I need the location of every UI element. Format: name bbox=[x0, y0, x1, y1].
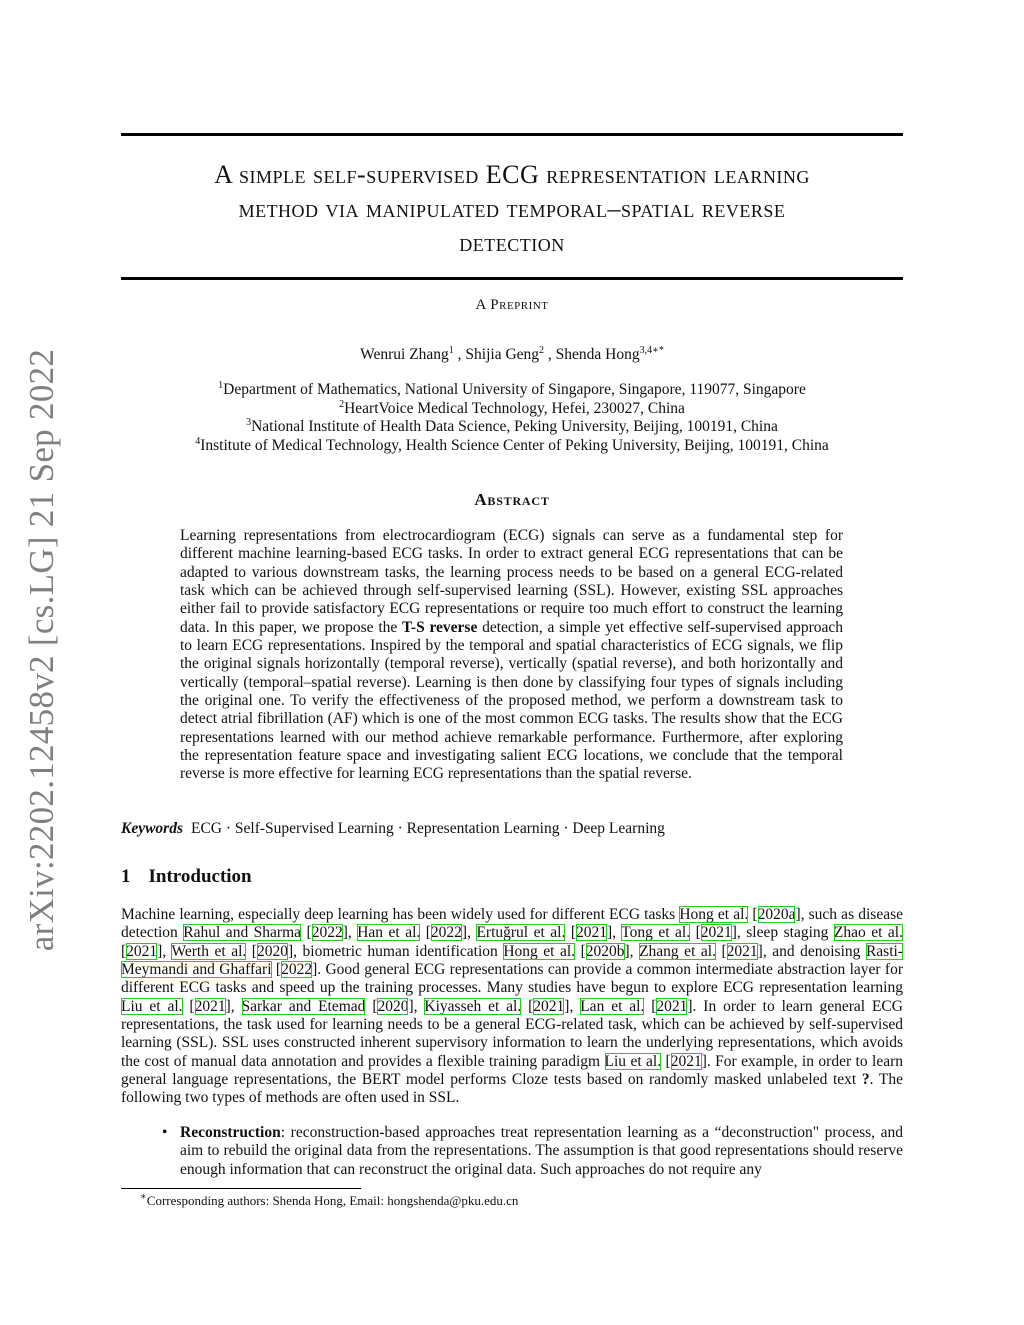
citation-link[interactable]: 2021 bbox=[575, 924, 607, 942]
method-name: T-S reverse bbox=[402, 618, 478, 636]
citation-link[interactable]: 2020a bbox=[757, 906, 796, 923]
intro-text: ]. Good general ECG representations can provide a common intermediate abstraction layer for different ECG tasks and speed up the training processes. Many studies have begun to explore ECG representation learning bbox=[121, 961, 904, 997]
bullet-text: : reconstruction-based approaches treat representation learning as a “deconstruction" process, and aim to rebuild the original data from the representations. The assumption is that good representations should reserve enough information that can reconstruct the original data. Such approaches do not require any bbox=[180, 1124, 903, 1178]
paper-title bbox=[121, 158, 903, 260]
citation-link[interactable]: Kiyasseh et al. bbox=[424, 997, 522, 1015]
affil-text: National Institute of Health Data Science, Peking University, Beijing, 100191, China bbox=[251, 418, 778, 435]
affil-text: Department of Mathematics, National University of Singapore, Singapore, 119077, Singapore bbox=[223, 381, 806, 398]
intro-text: [ bbox=[301, 924, 312, 942]
intro-text: Machine learning, especially deep learning has been widely used for different ECG tasks bbox=[121, 906, 680, 923]
intro-text: [ bbox=[644, 997, 657, 1015]
citation-link[interactable]: Lan et al. bbox=[580, 997, 645, 1015]
intro-text: ], bbox=[342, 924, 358, 942]
intro-text: [ bbox=[715, 942, 727, 960]
intro-text: ], such as disease detection bbox=[121, 906, 903, 942]
author-name: Shenda Hong bbox=[555, 346, 640, 363]
affiliation bbox=[121, 437, 903, 456]
affil-text: HeartVoice Medical Technology, Hefei, 230027, China bbox=[344, 399, 685, 417]
affiliation bbox=[121, 418, 903, 437]
citation-link[interactable]: 2022 bbox=[430, 924, 462, 942]
missing-citation: ? bbox=[861, 1071, 870, 1089]
intro-text: [ bbox=[271, 961, 282, 979]
affil-text: Institute of Medical Technology, Health Science Center of Peking University, Beijing, 100191, China bbox=[200, 436, 829, 454]
citation-link[interactable]: 2021 bbox=[700, 924, 732, 942]
intro-text: ], bbox=[624, 942, 640, 960]
intro-text: [ bbox=[121, 942, 127, 960]
author-name: Wenrui Zhang bbox=[360, 346, 449, 363]
intro-text: [ bbox=[748, 906, 758, 923]
affil-mark: 2 bbox=[339, 398, 345, 410]
affiliation-list bbox=[121, 381, 903, 455]
citation-link[interactable]: Tong et al. bbox=[621, 924, 691, 942]
citation-link[interactable]: Hong et al. bbox=[503, 942, 576, 960]
keywords-text: ECG · Self-Supervised Learning · Representation Learning · Deep Learning bbox=[191, 820, 665, 837]
intro-text: ], bbox=[225, 997, 242, 1015]
citation-link[interactable]: 2020 bbox=[256, 942, 288, 960]
citation-link[interactable]: Zhao et al. bbox=[833, 924, 903, 942]
abstract-body bbox=[180, 527, 843, 784]
intro-text: [ bbox=[521, 997, 534, 1015]
affil-mark: 1 bbox=[218, 379, 224, 391]
intro-paragraph bbox=[121, 906, 903, 1108]
citation-link[interactable]: Hong et al. bbox=[679, 906, 749, 923]
intro-text: ]. For example, in order to learn general language representations, the BERT model performs Cloze tests based on randomly masked unlabeled text bbox=[121, 1052, 903, 1089]
keywords bbox=[121, 820, 903, 838]
citation-link[interactable]: 2022 bbox=[311, 924, 343, 942]
footnote bbox=[140, 1193, 518, 1209]
citation-link[interactable]: Rasti-Meymandi and Ghaffari bbox=[121, 942, 903, 979]
citation-link[interactable]: 2021 bbox=[656, 997, 688, 1015]
footnote-mark: ∗ bbox=[140, 1191, 147, 1203]
footnote-text: Corresponding authors: Shenda Hong, Email: hongshenda@pku.edu.cn bbox=[146, 1193, 519, 1208]
author-name: Shijia Geng bbox=[465, 346, 540, 363]
bullet-icon: • bbox=[162, 1124, 168, 1141]
citation-link[interactable]: Rahul and Sharma bbox=[183, 924, 302, 942]
citation-link[interactable]: 2021 bbox=[533, 997, 565, 1015]
affil-mark: 3 bbox=[246, 416, 252, 428]
intro-text: ], bbox=[461, 924, 477, 942]
abstract-text: detection, a simple yet effective self-supervised approach to learn ECG representations. Inspired by the temporal and spatial characteristics of ECG signals, we flip the original signals horizontally (temporal reverse), vertically (spatial reverse), and both horizontally and vertically (temporal–spatial reverse). Learning is then done by classifying four types of signals including the original one. To verify the effectiveness of the proposed method, we perform a downstream task to detect atrial fibrillation (AF) which is one of the most common ECG tasks. The results show that the ECG representations learned with our method achieve remarkable performance. Furthermore, after exploring the representation feature space and investigating salient ECG locations, we conclude that the temporal reverse is more effective for learning ECG representations than the spatial reverse. bbox=[180, 618, 843, 783]
intro-text: [ bbox=[182, 997, 195, 1015]
intro-text: ], bbox=[564, 997, 581, 1015]
title-line: detection bbox=[459, 228, 565, 257]
intro-text: [ bbox=[365, 997, 378, 1015]
citation-link[interactable]: 2021 bbox=[126, 942, 158, 960]
intro-text: ], bbox=[157, 942, 172, 960]
abstract-text: Learning representations from electrocardiogram (ECG) signals can serve as a fundamental step for different machine learning-based ECG tasks. In order to extract general ECG representations that can be adapted to various downstream tasks, the learning process needs to be based on a general ECG-related task which can be achieved through self-supervised learning (SSL). However, existing SSL approaches either fail to provide satisfactory ECG representations or require too much effort to construct the learning data. In this paper, we propose the bbox=[180, 527, 843, 636]
citation-link[interactable]: 2021 bbox=[670, 1052, 702, 1070]
preprint-label: A Preprint bbox=[475, 297, 549, 313]
citation-link[interactable]: 2021 bbox=[726, 942, 758, 960]
intro-text: [ bbox=[575, 942, 586, 960]
citation-link[interactable]: Werth et al. bbox=[171, 942, 247, 960]
footnote-rule bbox=[121, 1188, 361, 1189]
intro-text: . The following two types of methods are often used in SSL. bbox=[121, 1071, 903, 1107]
section-title: Introduction bbox=[148, 866, 252, 887]
author-affil-mark: 2 bbox=[539, 344, 545, 356]
section-number: 1 bbox=[121, 866, 131, 887]
citation-link[interactable]: Ertuğrul et al. bbox=[476, 924, 566, 942]
intro-text: ], bbox=[408, 997, 425, 1015]
bullet-term: Reconstruction bbox=[180, 1124, 281, 1141]
intro-text: ], bbox=[606, 924, 622, 942]
affiliation bbox=[121, 400, 903, 419]
citation-link[interactable]: Liu et al. bbox=[121, 997, 183, 1015]
citation-link[interactable]: 2021 bbox=[194, 997, 226, 1015]
citation-link[interactable]: Han et al. bbox=[357, 924, 421, 942]
citation-link[interactable]: 2022 bbox=[281, 961, 313, 979]
intro-text: [ bbox=[565, 924, 576, 942]
title-line: A simple self-supervised ECG representation learning bbox=[214, 160, 810, 189]
affil-mark: 4 bbox=[195, 435, 201, 447]
citation-link[interactable]: Zhang et al. bbox=[639, 942, 716, 960]
abstract-heading: Abstract bbox=[474, 490, 550, 509]
title-rule-top bbox=[121, 133, 903, 136]
citation-link[interactable]: Liu et al. bbox=[604, 1052, 662, 1070]
keywords-label: Keywords bbox=[121, 820, 183, 837]
title-rule-bottom bbox=[121, 277, 903, 280]
author-list: Wenrui Zhang$^1$ , Shijia Geng$^2$ , Shenda Hong$^{3,4∗*}$ bbox=[360, 344, 664, 363]
author-affil-mark: 3,4∗* bbox=[639, 344, 664, 356]
section-heading bbox=[121, 866, 252, 888]
intro-text: ]. In order to learn general ECG representations, the task used for learning needs to be a general ECG-related task, which can be achieved by self-supervised learning (SSL). SSL uses constructed inherent supervisory information to learn the underlying representations, which avoids the cost of manual data annotation and provides a flexible training paradigm bbox=[121, 997, 903, 1070]
intro-text: [ bbox=[420, 924, 431, 942]
author-affil-mark: 1 bbox=[448, 344, 454, 356]
intro-text: [ bbox=[661, 1052, 671, 1070]
bullet-item bbox=[180, 1124, 903, 1179]
citation-link[interactable]: 2020 bbox=[377, 997, 409, 1015]
arxiv-identifier: arXiv:2202.12458v2 [cs.LG] 21 Sep 2022 bbox=[22, 348, 61, 952]
title-line: method via manipulated temporal–spatial reverse bbox=[238, 194, 786, 223]
intro-text: [ bbox=[690, 924, 701, 942]
intro-text: ], biometric human identification bbox=[287, 942, 504, 960]
citation-link[interactable]: 2020b bbox=[585, 942, 625, 960]
intro-text: [ bbox=[246, 942, 257, 960]
intro-text: ], and denoising bbox=[757, 942, 866, 960]
citation-link[interactable]: Sarkar and Etemad bbox=[241, 997, 366, 1015]
intro-text: ], sleep staging bbox=[731, 924, 834, 942]
affiliation bbox=[121, 381, 903, 400]
